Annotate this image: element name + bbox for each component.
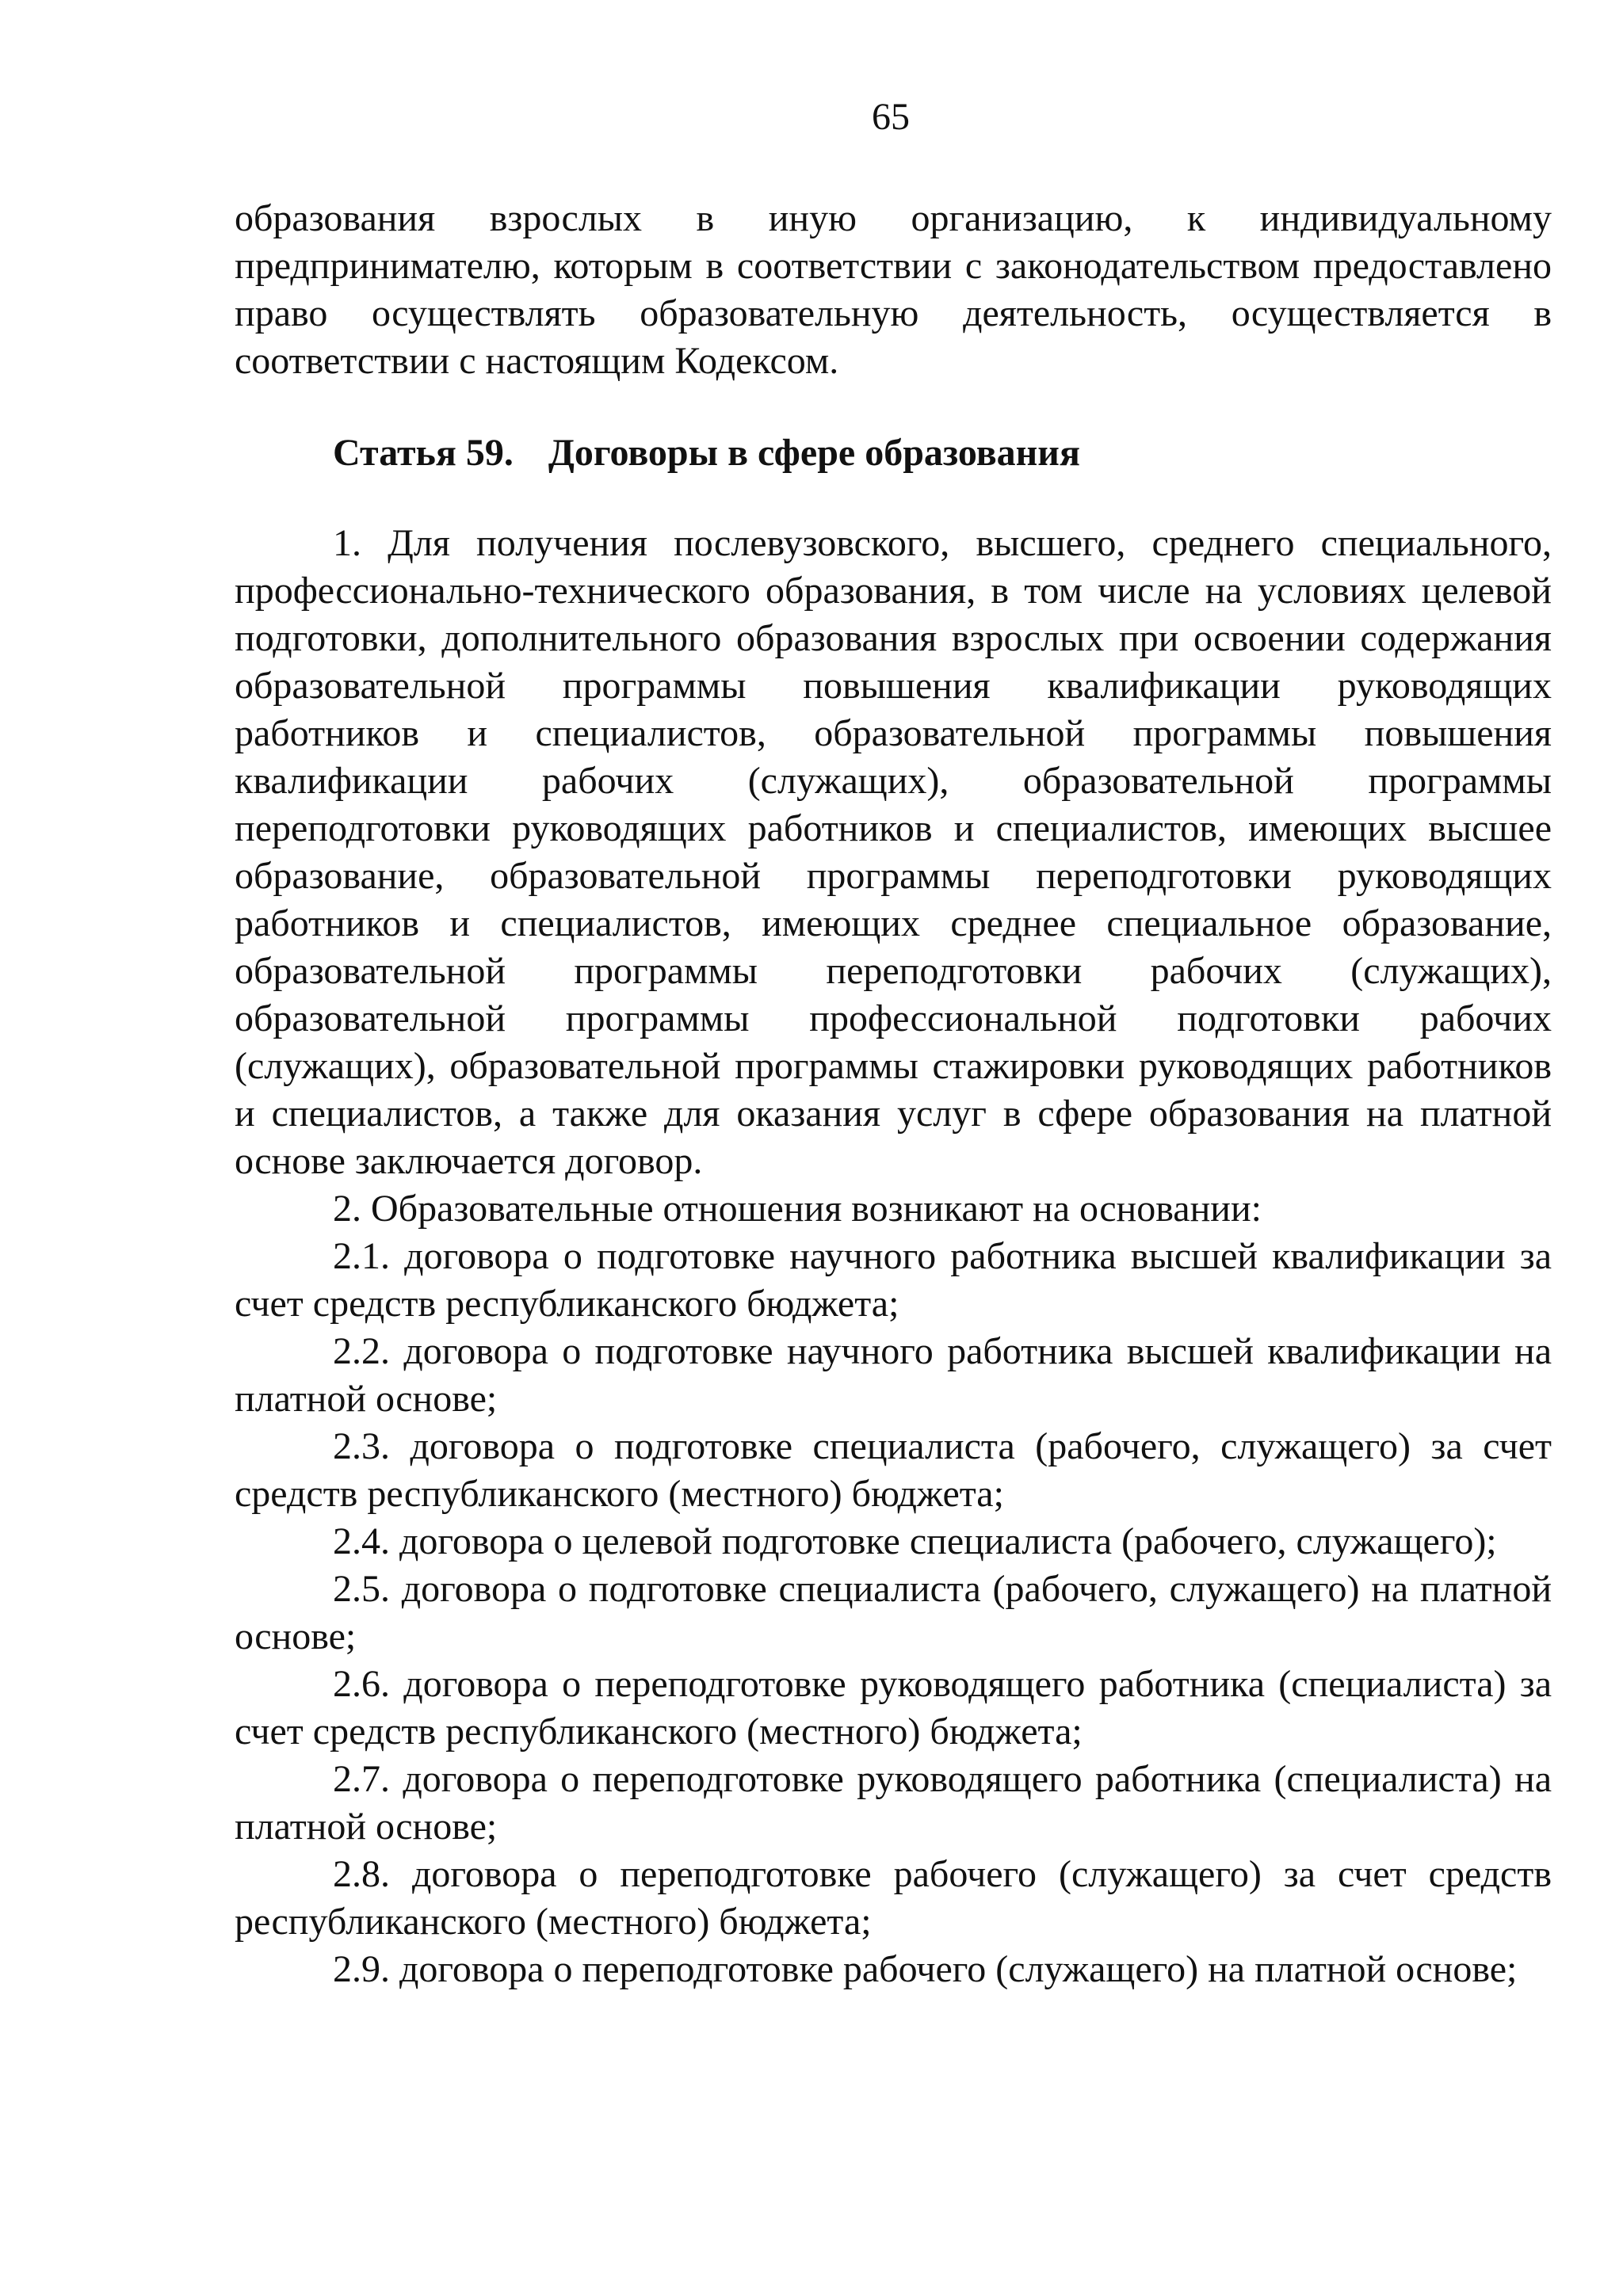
list-item-2-4 (235, 1518, 1552, 1566)
list-item-number: 2.4. (333, 1520, 390, 1562)
intro-paragraph: образования взрослых в иную организацию, к индивидуальному предпринимателю, которым в соответствии с законодательством предоставлено право осуществлять образовательную деятельность, осуществляется в соответствии с настоящим Кодексом. (235, 197, 1552, 382)
list-item-text: договора о подготовке специалиста (рабочего, служащего) на платной основе; (235, 1568, 1552, 1657)
list-item-number: 2.5. (333, 1568, 390, 1610)
list-item-number: 2.3. (333, 1425, 390, 1467)
list-item-2-3 (235, 1423, 1552, 1518)
list-item-text: договора о переподготовке рабочего (служащего) за счет средств республиканского (местного) бюджета; (235, 1853, 1552, 1943)
article-title: Договоры в сфере образования (548, 432, 1080, 474)
list-item-2-5 (235, 1566, 1552, 1661)
list-item-text: договора о переподготовке руководящего работника (специалиста) на платной основе; (235, 1758, 1552, 1848)
list-item-2-6 (235, 1661, 1552, 1756)
list-item-number: 2.6. (333, 1663, 390, 1705)
paragraph-1: 1. Для получения послевузовского, высшего, среднего специального, профессионально-технического образования, в том числе на условиях целевой подготовки, дополнительного образования взрослых при освоении содержания образовательной программы повышения квалификации руководящих работников и специалистов, образовательной программы повышения квалификации рабочих (служащих), образовательной программы переподготовки руководящих работников и специалистов, имеющих высшее образование, образовательной программы переподготовки руководящих работников и специалистов, имеющих среднее специальное образование, образовательной программы переподготовки рабочих (служащих), образовательной программы профессиональной подготовки рабочих (служащих), образовательной программы стажировки руководящих работников и специалистов, а также для оказания услуг в сфере образования на платной основе заключается договор. (235, 522, 1552, 1182)
page-content (235, 195, 1552, 1993)
article-label: Статья 59. (333, 432, 514, 474)
page-number: 65 (872, 96, 910, 138)
list-item-text: договора о целевой подготовке специалиста (рабочего, служащего); (399, 1520, 1497, 1562)
list-item-2-9 (235, 1946, 1552, 1993)
list-item-2-8 (235, 1851, 1552, 1946)
list-item-number: 2.7. (333, 1758, 390, 1800)
list-item-text: договора о подготовке научного работника высшей квалификации за счет средств республиканского бюджета; (235, 1235, 1552, 1325)
list-item-2-2 (235, 1328, 1552, 1423)
list-item-number: 2.2. (333, 1330, 390, 1372)
paragraph-2: 2. Образовательные отношения возникают на основании: (333, 1188, 1262, 1230)
list-item-number: 2.1. (333, 1235, 390, 1277)
list-item-2-1 (235, 1233, 1552, 1328)
list-item-text: договора о подготовке научного работника высшей квалификации на платной основе; (235, 1330, 1552, 1420)
list-item-number: 2.8. (333, 1853, 390, 1895)
article-heading (235, 429, 1552, 477)
list-item-text: договора о переподготовке рабочего (служащего) на платной основе; (399, 1948, 1518, 1990)
list-item-2-7 (235, 1756, 1552, 1851)
list-item-number: 2.9. (333, 1948, 390, 1990)
list-item-text: договора о переподготовке руководящего работника (специалиста) за счет средств республиканского (местного) бюджета; (235, 1663, 1552, 1753)
list-item-text: договора о подготовке специалиста (рабочего, служащего) за счет средств республиканского (местного) бюджета; (235, 1425, 1552, 1515)
